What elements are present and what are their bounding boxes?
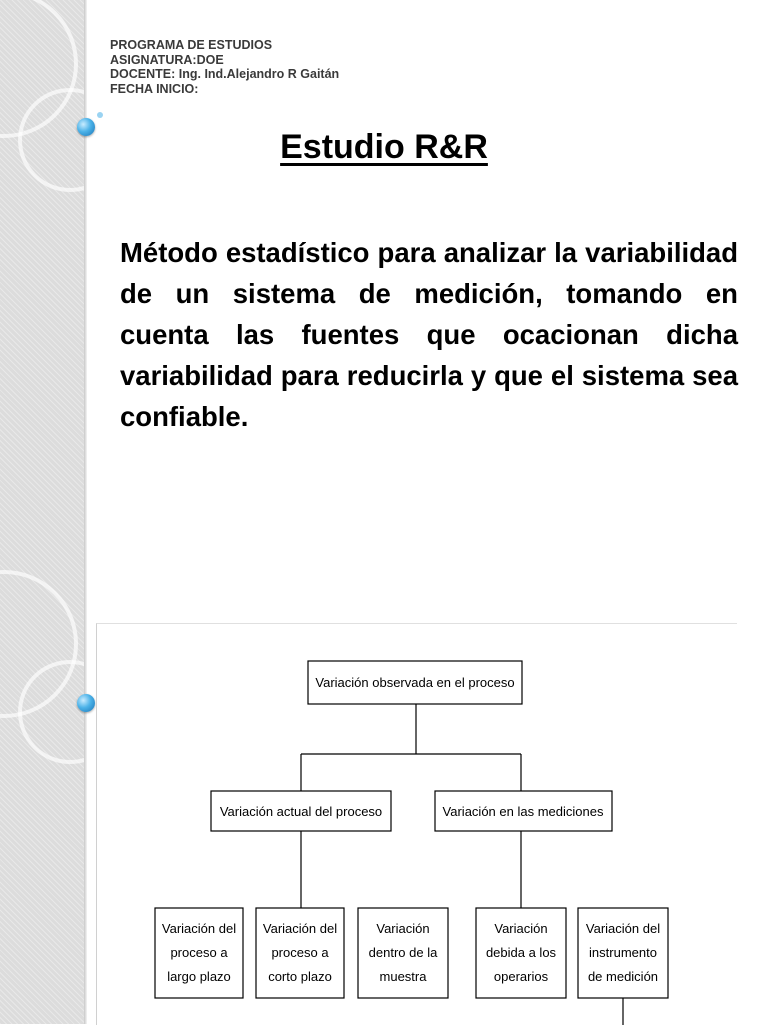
course-header	[110, 38, 339, 96]
leaf-line: instrumento	[589, 945, 657, 960]
leaf-line: de medición	[587, 969, 659, 984]
leaf-line: Variación del	[161, 921, 237, 936]
page-title-wrapper	[0, 128, 768, 167]
teacher-line: DOCENTE: Ing. Ind.Alejandro R Gaitán	[110, 67, 340, 81]
leaf-line: Variación del	[262, 921, 338, 936]
definition-paragraph: Método estadístico para analizar la variabilidad de un sistema de medición, tomando en cuenta las fuentes que ocacionan dicha variabilidad para reducirla y que el sistema sea confiable.	[120, 237, 738, 432]
small-bead-icon	[97, 112, 103, 118]
leaf-box-within-sample	[358, 908, 448, 998]
page-title: Estudio R&R	[280, 128, 488, 166]
leaf-line: dentro de la	[368, 945, 438, 960]
leaf-box-long-term	[155, 908, 243, 998]
leaf-line: proceso a	[271, 945, 329, 960]
leaf-box-operators	[476, 908, 566, 998]
leaf-box-short-term	[256, 908, 344, 998]
leaf-line: largo plazo	[167, 969, 231, 984]
leaf-line: muestra	[379, 969, 427, 984]
leaf-line: debida a los	[485, 945, 557, 960]
leaf-line: Variación	[376, 921, 430, 936]
actual-process-label: Variación actual del proceso	[219, 804, 383, 819]
leaf-line: Variación del	[585, 921, 661, 936]
leaf-line: corto plazo	[268, 969, 332, 984]
blue-bead-icon	[77, 694, 95, 712]
measurement-variation-label: Variación en las mediciones	[442, 804, 604, 819]
variation-tree-svg	[97, 624, 737, 1025]
leaf-box-instrument	[578, 908, 668, 998]
root-label: Variación observada en el proceso	[315, 675, 515, 690]
connector-lines	[301, 704, 623, 1025]
start-date-line: FECHA INICIO:	[110, 81, 199, 96]
leaf-line: proceso a	[170, 945, 228, 960]
leaf-line: operarios	[493, 969, 549, 984]
program-line: PROGRAMA DE ESTUDIOS	[110, 38, 273, 52]
variation-diagram	[96, 623, 737, 1025]
subject-line: ASIGNATURA:DOE	[110, 52, 224, 67]
leaf-line: Variación	[494, 921, 548, 936]
